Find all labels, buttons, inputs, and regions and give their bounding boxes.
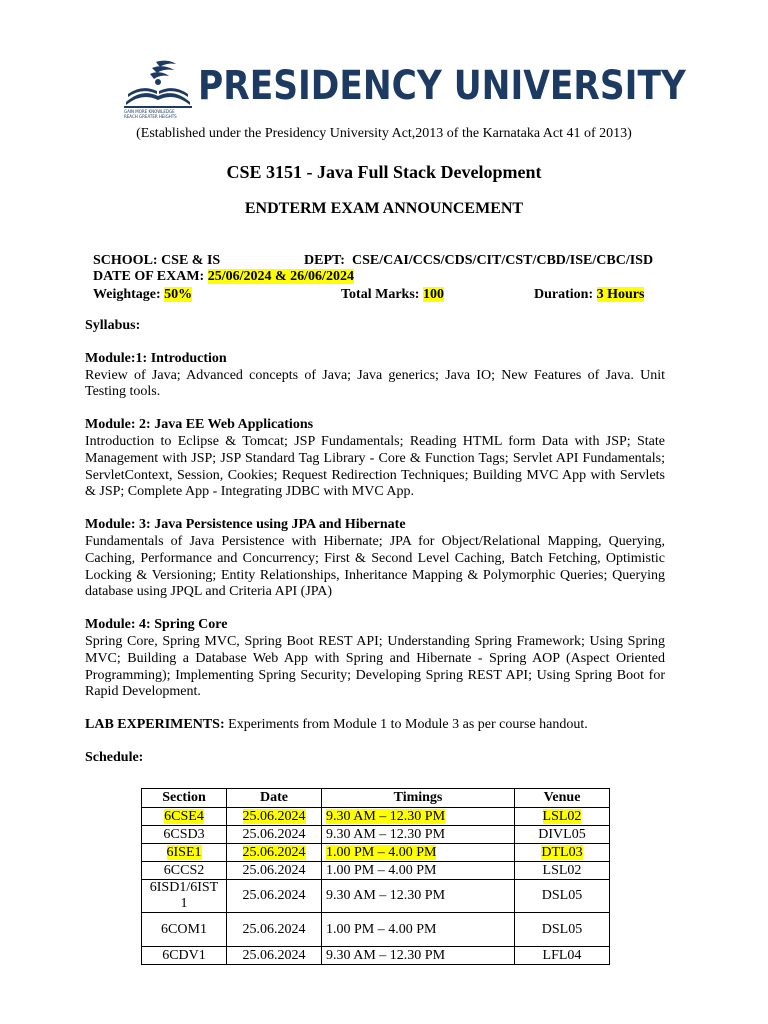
marks-value: 100 (422, 287, 444, 302)
module-4-text: Spring Core, Spring MVC, Spring Boot REST API; Understanding Spring Framework; Using Spring MVC; Building a Database Web App with Spring and Hibernate - Spring AOP (Aspect Oriented Programming); Implementing Spring Security; Developing Spring REST API; Using Spring Boot for Rapid Development. (85, 633, 665, 700)
module-3-title: Module: 3: Java Persistence using JPA and Hibernate (85, 517, 406, 533)
weightage-value: 50% (164, 287, 193, 302)
date-cell: 25.06.2024 (227, 947, 322, 965)
university-name: PRESIDENCY UNIVERSITY (198, 63, 686, 109)
date-cell: 25.06.2024 (227, 862, 322, 880)
date-cell: 25.06.2024 (227, 844, 322, 862)
date-cell: 25.06.2024 (227, 913, 322, 947)
marks-label: Total Marks: (341, 287, 423, 302)
module-2-text: Introduction to Eclipse & Tomcat; JSP Fundamentals; Reading HTML form Data with JSP; State Management with JSP; JSP Standard Tag Library - Core & Function Tags; Servlet API Fundamentals; ServletContext, Session, Cookies; Request Redirection Techniques; Building MVC App with Servlets & JSP; Complete App - Integrating JDBC with MVC App. (85, 433, 665, 500)
announcement-title: ENDTERM EXAM ANNOUNCEMENT (244, 200, 524, 217)
course-title: CSE 3151 - Java Full Stack Development (226, 162, 542, 182)
tagline-1: GAIN MORE KNOWLEDGE (124, 109, 175, 114)
dept-value: CSE/CAI/CCS/CDS/CIT/CST/CBD/ISE/CBC/ISD (351, 253, 654, 268)
lab-text: Experiments from Module 1 to Module 3 as per course handout. (224, 717, 588, 733)
venue-cell: DSL05 (515, 913, 610, 947)
venue-cell: DSL05 (515, 880, 610, 913)
module-3-text: Fundamentals of Java Persistence with Hibernate; JPA for Object/Relational Mapping, Querying, Caching, Performance and Concurrency; First & Second Level Caching, Batch Fetching, Optimistic Locking & Versioning; Entity Relationships, Inheritance Mapping & Polymorphic Queries; Querying database using JPQL and Criteria API (JPA) (85, 533, 665, 600)
total-marks (341, 287, 444, 303)
column-header: Timings (322, 789, 515, 808)
table-row (142, 808, 610, 826)
table-row (142, 862, 610, 880)
tagline-2: REACH GREATER HEIGHTS (124, 114, 177, 119)
column-header: Section (142, 789, 227, 808)
section-cell: 6CSE4 (142, 808, 227, 826)
venue-cell: LFL04 (515, 947, 610, 965)
timings-cell: 9.30 AM – 12.30 PM (322, 826, 515, 844)
table-header-row (142, 789, 610, 808)
table-row (142, 826, 610, 844)
section-cell: 6ISD1/6IST 1 (142, 880, 227, 913)
table-row (142, 947, 610, 965)
dept-label: DEPT: (304, 253, 345, 268)
weightage-label: Weightage: (93, 287, 165, 302)
date-label: DATE OF EXAM: (93, 269, 208, 284)
table-row (142, 913, 610, 947)
section-cell: 6CDV1 (142, 947, 227, 965)
university-logo (122, 58, 686, 120)
schedule-table (141, 788, 610, 965)
section-cell: 6ISE1 (142, 844, 227, 862)
weightage (93, 287, 192, 303)
section-cell: 6CCS2 (142, 862, 227, 880)
lab-label: LAB EXPERIMENTS: (85, 717, 225, 733)
timings-cell: 1.00 PM – 4.00 PM (322, 913, 515, 947)
timings-cell: 9.30 AM – 12.30 PM (322, 808, 515, 826)
timings-cell: 1.00 PM – 4.00 PM (322, 862, 515, 880)
date-value: 25/06/2024 & 26/06/2024 (207, 269, 354, 284)
table-row (142, 844, 610, 862)
duration-value: 3 Hours (596, 287, 645, 302)
lab-experiments (85, 717, 665, 734)
module-2-title: Module: 2: Java EE Web Applications (85, 417, 314, 433)
dept-info (304, 253, 653, 269)
section-cell: 6CSD3 (142, 826, 227, 844)
venue-cell: LSL02 (515, 808, 610, 826)
date-cell: 25.06.2024 (227, 826, 322, 844)
column-header: Venue (515, 789, 610, 808)
exam-date (93, 269, 354, 285)
date-cell: 25.06.2024 (227, 808, 322, 826)
established-note: (Established under the Presidency University Act,2013 of the Karnataka Act 41 of 2013) (136, 126, 632, 141)
date-cell: 25.06.2024 (227, 880, 322, 913)
school-label: SCHOOL: CSE & IS (93, 253, 221, 268)
syllabus-section (85, 318, 665, 767)
timings-cell: 1.00 PM – 4.00 PM (322, 844, 515, 862)
duration (534, 287, 644, 303)
column-header: Date (227, 789, 322, 808)
module-4-title: Module: 4: Spring Core (85, 617, 228, 633)
section-cell: 6COM1 (142, 913, 227, 947)
venue-cell: LSL02 (515, 862, 610, 880)
venue-cell: DIVL05 (515, 826, 610, 844)
venue-cell: DTL03 (515, 844, 610, 862)
syllabus-heading: Syllabus: (85, 318, 141, 333)
table-row (142, 880, 610, 913)
module-1-text: Review of Java; Advanced concepts of Java; Java generics; Java IO; New Features of Java. Unit Testing tools. (85, 367, 665, 400)
timings-cell: 9.30 AM – 12.30 PM (322, 947, 515, 965)
schedule-heading: Schedule: (85, 749, 144, 765)
module-1-title: Module:1: Introduction (85, 350, 227, 366)
timings-cell: 9.30 AM – 12.30 PM (322, 880, 515, 913)
duration-label: Duration: (534, 287, 597, 302)
